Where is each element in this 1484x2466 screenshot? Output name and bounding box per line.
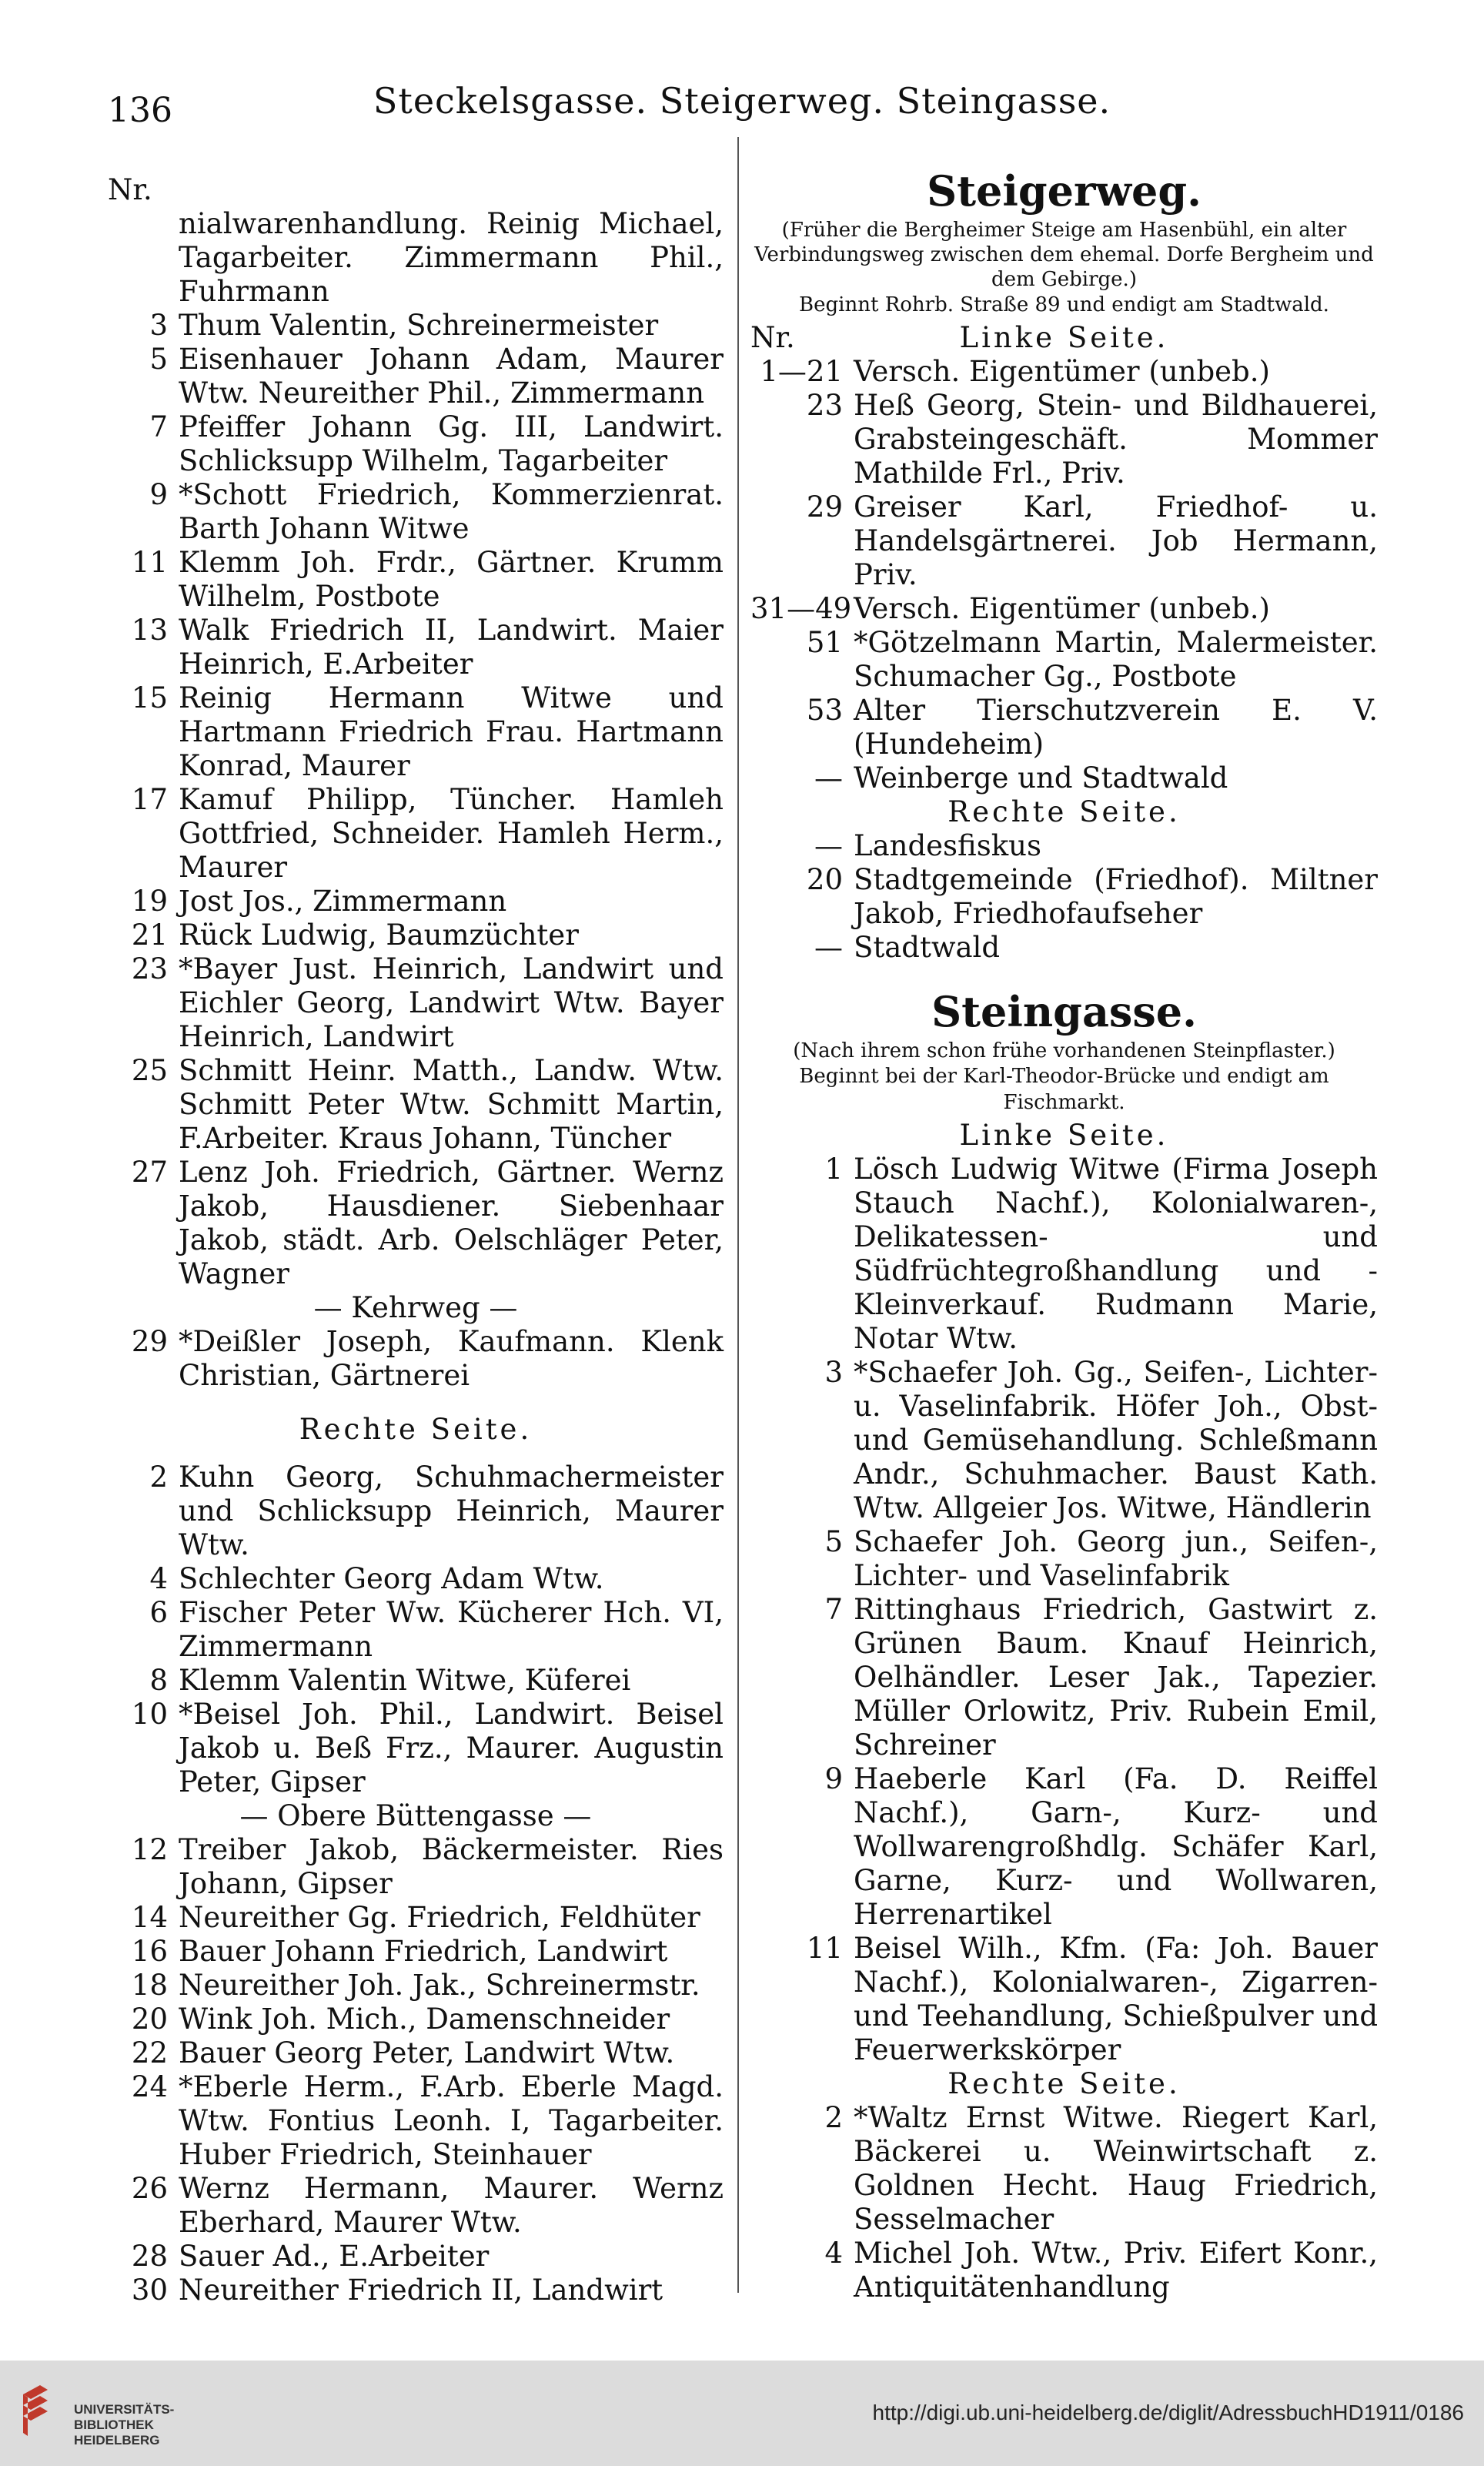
house-number: 12: [131, 1833, 168, 1866]
entry-text: nialwarenhandlung. Reinig Michael, Tagarbeiter. Zimmermann Phil., Fuhrmann: [179, 207, 724, 308]
entry-list: [750, 1153, 1378, 2067]
nr-label: Nr.: [108, 173, 152, 206]
address-entry: [750, 1762, 1378, 1932]
house-number: 53: [806, 694, 843, 727]
address-entry: [108, 2240, 724, 2274]
address-entry: [108, 309, 724, 343]
left-column: [108, 173, 724, 2307]
entry-text: Heß Georg, Stein- und Bildhauerei, Grabsteingeschäft. Mommer Mathilde Frl., Priv.: [854, 389, 1378, 490]
entry-text: Michel Joh. Wtw., Priv. Eifert Konr., Antiquitätenhandlung: [854, 2237, 1378, 2304]
entry-list: [108, 1833, 724, 2307]
address-entry: [108, 1969, 724, 2003]
entry-list: [108, 309, 724, 1291]
entry-text: Bauer Johann Friedrich, Landwirt: [179, 1935, 668, 1968]
street-note: (Nach ihrem schon frühe vorhandenen Steinpflaster.): [793, 1039, 1335, 1062]
entry-text: Landesfiskus: [854, 829, 1041, 862]
house-number: 2: [149, 1461, 168, 1494]
street-note: (Früher die Bergheimer Steige am Hasenbühl, ein alter Verbindungsweg zwischen dem ehemal. Dorfe Bergheim und dem Gebirge.): [754, 219, 1374, 291]
address-entry: [750, 1593, 1378, 1762]
address-entry: [108, 1156, 724, 1291]
entry-text: Neureither Joh. Jak., Schreinermstr.: [179, 1969, 700, 2002]
house-number: 21: [131, 918, 168, 952]
house-number: 26: [131, 2172, 168, 2205]
entry-text: Walk Friedrich II, Landwirt. Maier Heinrich, E.Arbeiter: [179, 614, 724, 681]
entry-text: Stadtwald: [854, 931, 1001, 964]
address-entry: [750, 1356, 1378, 1525]
street-begin: Beginnt bei der Karl-Theodor-Brücke und endigt am Fischmarkt.: [799, 1065, 1329, 1114]
address-entry: [108, 478, 724, 546]
street-begin: Beginnt Rohrb. Straße 89 und endigt am Stadtwald.: [799, 293, 1329, 316]
entry-text: Schaefer Joh. Georg jun., Seifen-, Lichter- und Vaselinfabrik: [854, 1525, 1378, 1592]
address-entry: [108, 1325, 724, 1393]
footer-bar: [0, 2361, 1484, 2466]
entry-text: Weinberge und Stadtwald: [854, 761, 1228, 795]
house-number: 31—49: [750, 592, 852, 625]
entry-text: Pfeiffer Johann Gg. III, Landwirt. Schlicksupp Wilhelm, Tagarbeiter: [179, 410, 724, 477]
entry-text: Bauer Georg Peter, Landwirt Wtw.: [179, 2036, 675, 2069]
right-side-heading: Rechte Seite.: [299, 1413, 533, 1446]
entry-list: [750, 355, 1378, 795]
address-entry: [750, 389, 1378, 490]
house-number: 2: [824, 2101, 843, 2134]
right-side-heading: Rechte Seite.: [948, 795, 1181, 828]
house-number: 17: [131, 783, 168, 816]
house-number: 7: [824, 1593, 843, 1626]
address-entry: [108, 1461, 724, 1562]
entry-text: Klemm Joh. Frdr., Gärtner. Krumm Wilhelm, Postbote: [179, 546, 724, 613]
address-entry: [750, 1153, 1378, 1356]
house-number: 27: [131, 1156, 168, 1189]
address-entry: [108, 1901, 724, 1935]
entry-text: Kuhn Georg, Schuhmachermeister und Schlicksupp Heinrich, Maurer Wtw.: [179, 1461, 724, 1561]
entry-text: *Schaefer Joh. Gg., Seifen-, Lichter- u. Vaselinfabrik. Höfer Joh., Obst- und Gemüsehandlung. Schleßmann Andr., Schuhmacher. Baust Kath. Wtw. Allgeier Jos. Witwe, Händlerin: [854, 1356, 1378, 1524]
house-number: 1—21: [760, 355, 843, 388]
address-entry: [108, 2274, 724, 2307]
address-entry: [108, 1596, 724, 1664]
address-entry: [750, 761, 1378, 795]
entry-text: Jost Jos., Zimmermann: [179, 885, 507, 918]
entry-text: Schmitt Heinr. Matth., Landw. Wtw. Schmitt Peter Wtw. Schmitt Martin, F.Arbeiter. Kraus Johann, Tüncher: [179, 1054, 724, 1155]
page-number: 136: [108, 91, 172, 130]
house-number: 5: [149, 343, 168, 376]
left-side-heading: Linke Seite.: [959, 1119, 1169, 1152]
address-entry: [750, 829, 1378, 863]
right-side-heading: Rechte Seite.: [948, 2067, 1181, 2100]
house-number: —: [814, 829, 843, 862]
house-number: 20: [806, 863, 843, 896]
house-number: 30: [131, 2274, 168, 2307]
cross-street-obere-buettengasse: — Obere Büttengasse —: [239, 1799, 592, 1832]
address-entry: [108, 783, 724, 885]
house-number: 9: [149, 478, 168, 511]
entry-text: Wink Joh. Mich., Damenschneider: [179, 2003, 670, 2036]
entry-list: [108, 1325, 724, 1393]
street-title-steingasse: Steingasse.: [931, 987, 1197, 1036]
cross-street-kehrweg: — Kehrweg —: [313, 1291, 518, 1324]
entry-text: Sauer Ad., E.Arbeiter: [179, 2240, 490, 2273]
entry-text: *Deißler Joseph, Kaufmann. Klenk Christian, Gärtnerei: [179, 1325, 724, 1392]
house-number: 8: [149, 1664, 168, 1697]
entry-text: *Waltz Ernst Witwe. Riegert Karl, Bäckerei u. Weinwirtschaft z. Goldnen Hecht. Haug Friedrich, Sesselmacher: [854, 2101, 1378, 2236]
house-number: 25: [131, 1054, 168, 1087]
house-number: —: [814, 761, 843, 795]
entry-text: Versch. Eigentümer (unbeb.): [854, 355, 1270, 388]
address-entry: [108, 1698, 724, 1799]
column-divider: [737, 137, 739, 2293]
entry-text: Neureither Gg. Friedrich, Feldhüter: [179, 1901, 700, 1934]
house-number: 22: [131, 2036, 168, 2069]
house-number: 29: [806, 490, 843, 524]
street-title-steigerweg: Steigerweg.: [927, 166, 1202, 216]
house-number: 6: [149, 1596, 168, 1629]
house-number: 18: [131, 1969, 168, 2002]
house-number: 15: [131, 681, 168, 714]
house-number: 19: [131, 885, 168, 918]
house-number: 23: [806, 389, 843, 422]
house-number: 23: [131, 952, 168, 985]
house-number: 28: [131, 2240, 168, 2273]
address-entry: [108, 343, 724, 410]
entry-text: Stadtgemeinde (Friedhof). Miltner Jakob, Friedhofaufseher: [854, 863, 1378, 930]
entry-list: [750, 829, 1378, 965]
entry-text: Rittinghaus Friedrich, Gastwirt z. Grünen Baum. Knauf Heinrich, Oelhändler. Leser Jak., Tapezier. Müller Orlowitz, Priv. Rubein Emil, Schreiner: [854, 1593, 1378, 1762]
house-number: 4: [824, 2237, 843, 2270]
house-number: 24: [131, 2070, 168, 2103]
entry-text: Neureither Friedrich II, Landwirt: [179, 2274, 663, 2307]
entry-text: Beisel Wilh., Kfm. (Fa: Joh. Bauer Nachf.), Kolonialwaren-, Zigarren- und Teehandlung, Schießpulver und Feuerwerkskörper: [854, 1932, 1378, 2066]
house-number: 11: [806, 1932, 843, 1965]
house-number: 4: [149, 1562, 168, 1595]
entry-text: Thum Valentin, Schreinermeister: [179, 309, 659, 342]
entry-text: Lenz Joh. Friedrich, Gärtner. Wernz Jakob, Hausdiener. Siebenhaar Jakob, städt. Arb. Oelschläger Peter, Wagner: [179, 1156, 724, 1290]
house-number: 29: [131, 1325, 168, 1358]
address-entry: [108, 952, 724, 1054]
entry-text: Versch. Eigentümer (unbeb.): [854, 592, 1270, 625]
address-entry: [750, 2101, 1378, 2237]
address-entry: [750, 355, 1378, 389]
entry-text: Haeberle Karl (Fa. D. Reiffel Nachf.), Garn-, Kurz- und Wollwarengroßhdlg. Schäfer Karl, Garne, Kurz- und Wollwaren, Herrenartikel: [854, 1762, 1378, 1931]
address-entry: [108, 614, 724, 681]
address-entry: [108, 2036, 724, 2070]
nr-row: [750, 321, 1378, 355]
address-entry: [108, 885, 724, 918]
entry-text: Wernz Hermann, Maurer. Wernz Eberhard, Maurer Wtw.: [179, 2172, 724, 2239]
continuation-entry: [108, 207, 724, 309]
entry-text: Eisenhauer Johann Adam, Maurer Wtw. Neureither Phil., Zimmermann: [179, 343, 724, 410]
entry-text: Treiber Jakob, Bäckermeister. Ries Johann, Gipser: [179, 1833, 724, 1900]
address-entry: [750, 1932, 1378, 2067]
address-entry: [108, 1562, 724, 1596]
address-entry: [108, 1664, 724, 1698]
house-number: 20: [131, 2003, 168, 2036]
address-entry: [108, 546, 724, 614]
logo-line: BIBLIOTHEK: [74, 2417, 154, 2432]
entry-text: Rück Ludwig, Baumzüchter: [179, 918, 579, 952]
address-entry: [108, 1054, 724, 1156]
library-logo[interactable]: [17, 2379, 194, 2448]
address-entry: [750, 694, 1378, 761]
address-entry: [108, 2070, 724, 2172]
address-entry: [108, 410, 724, 478]
address-entry: [108, 2172, 724, 2240]
address-entry: [108, 2003, 724, 2036]
left-side-heading: Linke Seite.: [959, 321, 1169, 354]
entry-text: *Schott Friedrich, Kommerzienrat. Barth Johann Witwe: [179, 478, 724, 545]
entry-text: *Götzelmann Martin, Malermeister. Schumacher Gg., Postbote: [854, 626, 1378, 693]
entry-text: Reinig Hermann Witwe und Hartmann Friedrich Frau. Hartmann Konrad, Maurer: [179, 681, 724, 782]
house-number: 9: [824, 1762, 843, 1795]
library-logo-icon: [17, 2379, 55, 2448]
address-entry: [750, 1525, 1378, 1593]
address-entry: [750, 626, 1378, 694]
address-entry: [108, 918, 724, 952]
house-number: 3: [149, 309, 168, 342]
entry-list: [750, 2101, 1378, 2304]
entry-text: Schlechter Georg Adam Wtw.: [179, 1562, 604, 1595]
entry-text: Greiser Karl, Friedhof- u. Handelsgärtnerei. Job Hermann, Priv.: [854, 490, 1378, 591]
entry-text: Fischer Peter Ww. Kücherer Hch. VI, Zimmermann: [179, 1596, 724, 1663]
entry-text: Klemm Valentin Witwe, Küferei: [179, 1664, 631, 1697]
house-number: 5: [824, 1525, 843, 1558]
house-number: —: [814, 931, 843, 964]
running-head: Steckelsgasse. Steigerweg. Steingasse.: [373, 80, 1111, 122]
nr-label: Nr.: [750, 321, 795, 354]
house-number: 11: [131, 546, 168, 579]
house-number: 51: [806, 626, 843, 659]
address-entry: [108, 681, 724, 783]
entry-list: [108, 1461, 724, 1799]
address-entry: [108, 1935, 724, 1969]
house-number: 16: [131, 1935, 168, 1968]
right-column: [750, 158, 1378, 2304]
house-number: 13: [131, 614, 168, 647]
house-number: 1: [824, 1153, 843, 1186]
entry-text: Alter Tierschutzverein E. V. (Hundeheim): [854, 694, 1378, 761]
house-number: 14: [131, 1901, 168, 1934]
address-entry: [750, 592, 1378, 626]
logo-line: HEIDELBERG: [74, 2433, 160, 2448]
source-url-link[interactable]: http://digi.ub.uni-heidelberg.de/diglit/AdressbuchHD1911/0186: [872, 2401, 1464, 2424]
entry-text: Lösch Ludwig Witwe (Firma Joseph Stauch Nachf.), Kolonialwaren-, Delikatessen- und Südfrüchtegroßhandlung und -Kleinverkauf. Rudmann Marie, Notar Wtw.: [854, 1153, 1378, 1355]
address-entry: [108, 1833, 724, 1901]
house-number: 7: [149, 410, 168, 443]
entry-text: *Eberle Herm., F.Arb. Eberle Magd. Wtw. Fontius Leonh. I, Tagarbeiter. Huber Friedrich, Steinhauer: [179, 2070, 724, 2171]
address-entry: [750, 863, 1378, 931]
address-entry: [750, 2237, 1378, 2304]
entry-text: *Bayer Just. Heinrich, Landwirt und Eichler Georg, Landwirt Wtw. Bayer Heinrich, Landwirt: [179, 952, 724, 1053]
logo-text: [74, 2402, 174, 2448]
house-number: 3: [824, 1356, 843, 1389]
entry-text: Kamuf Philipp, Tüncher. Hamleh Gottfried, Schneider. Hamleh Herm., Maurer: [179, 783, 724, 884]
house-number: 10: [131, 1698, 168, 1731]
address-entry: [750, 931, 1378, 965]
logo-line: UNIVERSITÄTS-: [74, 2402, 175, 2417]
entry-text: *Beisel Joh. Phil., Landwirt. Beisel Jakob u. Beß Frz., Maurer. Augustin Peter, Gipser: [179, 1698, 724, 1798]
address-entry: [750, 490, 1378, 592]
